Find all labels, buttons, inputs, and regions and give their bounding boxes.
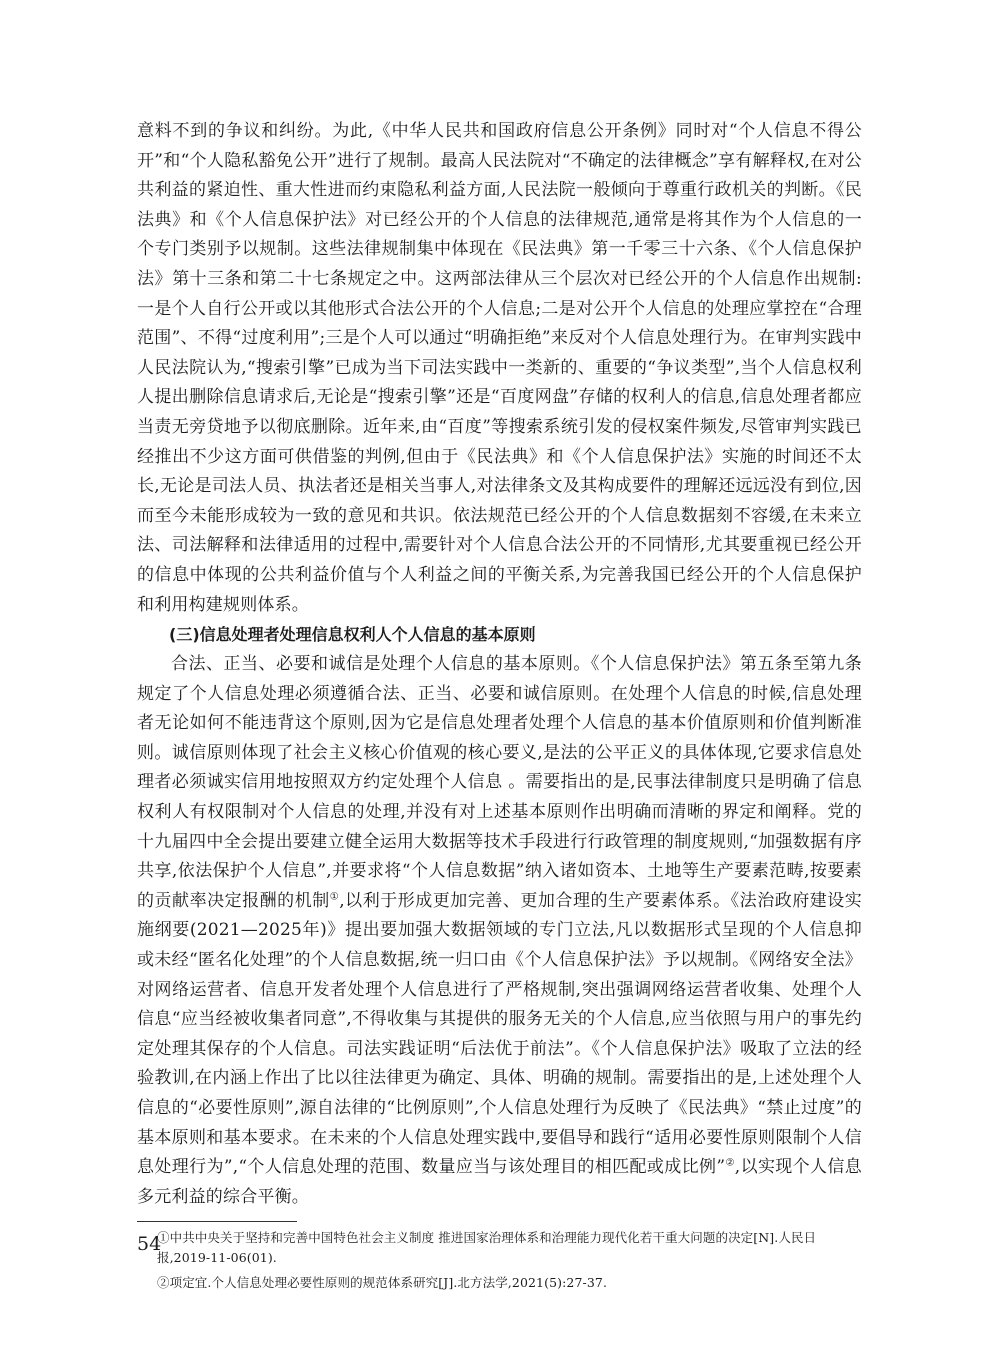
footnote-2: ②项定宜.个人信息处理必要性原则的规范体系研究[J].北方法学,2021(5):27-37.: [157, 1275, 608, 1291]
footnote-1: ①中共中央关于坚持和完善中国特色社会主义制度 推进国家治理体系和治理能力现代化若干重大问题的决定[N].人民日报,2019-11-06(01).: [157, 1230, 817, 1266]
body-paragraph-principles: [137, 650, 862, 1212]
page-number: 54: [137, 1233, 162, 1255]
footnote-separator: [137, 1221, 297, 1222]
body-paragraph-continued: 意料不到的争议和纠纷。为此,《中华人民共和国政府信息公开条例》同时对“个人信息不得公开”和“个人隐私豁免公开”进行了规制。最高人民法院对“不确定的法律概念”享有解释权,在对公共利益的紧迫性、重大性进而约束隐私利益方面,人民法院一般倾向于尊重行政机关的判断。《民法典》和《个人信息保护法》对已经公开的个人信息的法律规范,通常是将其作为个人信息的一个专门类别予以规制。这些法律规制集中体现在《民法典》第一千零三十六条、《个人信息保护法》第十三条和第二十七条规定之中。这两部法律从三个层次对已经公开的个人信息作出规制:一是个人自行公开或以其他形式合法公开的个人信息;二是对公开个人信息的处理应掌控在“合理范围”、不得“过度利用”;三是个人可以通过“明确拒绝”来反对个人信息处理行为。在审判实践中人民法院认为,“搜索引擎”已成为当下司法实践中一类新的、重要的“争议类型”,当个人信息权利人提出删除信息请求后,无论是“搜索引擎”还是“百度网盘”存储的权利人的信息,信息处理者都应当责无旁贷地予以彻底删除。近年来,由“百度”等搜索系统引发的侵权案件频发,尽管审判实践已经推出不少这方面可供借鉴的判例,但由于《民法典》和《个人信息保护法》实施的时间还不太长,无论是司法人员、执法者还是相关当事人,对法律条文及其构成要件的理解还远远没有到位,因而至今未能形成较为一致的意见和共识。依法规范已经公开的个人信息数据刻不容缓,在未来立法、司法解释和法律适用的过程中,需要针对个人信息合法公开的不同情形,尤其要重视已经公开的信息中体现的公共利益价值与个人利益之间的平衡关系,为完善我国已经公开的个人信息保护和利用构建规则体系。: [137, 121, 862, 615]
paragraph-text-part-2: ,以利于形成更加完善、更加合理的生产要素体系。《法治政府建设实施纲要(2021—2025年)》提出要加强大数据领域的专门立法,凡以数据形式呈现的个人信息抑或未经“匿名化处理”的个人信息数据,统一归口由《个人信息保护法》予以规制。《网络安全法》对网络运营者、信息开发者处理个人信息进行了严格规制,突出强调网络运营者收集、处理个人信息“应当经被收集者同意”,不得收集与其提供的服务无关的个人信息,应当依照与用户的事先约定处理其保存的个人信息。司法实践证明“后法优于前法”。《个人信息保护法》吸取了立法的经验教训,在内涵上作出了比以往法律更为确定、具体、明确的规制。需要指出的是,上述处理个人信息的“必要性原则”,源自法律的“比例原则”,个人信息处理行为反映了《民法典》“禁止过度”的基本原则和基本要求。在未来的个人信息处理实践中,要倡导和践行“适用必要性原则限制个人信息处理行为”,“个人信息处理的范围、数量应当与该处理目的相匹配或成比例”: [137, 890, 863, 1178]
paragraph-text-part-1: 合法、正当、必要和诚信是处理个人信息的基本原则。《个人信息保护法》第五条至第九条规定了个人信息处理必须遵循合法、正当、必要和诚信原则。在处理个人信息的时候,信息处理者无论如何不能违背这个原则,因为它是信息处理者处理个人信息的基本价值原则和价值判断准则。诚信原则体现了社会主义核心价值观的核心要义,是法的公平正义的具体体现,它要求信息处理者必须诚实信用地按照双方约定处理个人信息 。需要指出的是,民事法律制度只是明确了信息权利人有权限制对个人信息的处理,并没有对上述基本原则作出明确而清晰的界定和阐释。党的十九届四中全会提出要建立健全运用大数据等技术手段进行行政管理的制度规则,“加强数据有序共享,依法保护个人信息”,并要求将“个人信息数据”纳入诸如资本、土地等生产要素范畴,按要素的贡献率决定报酬的机制: [137, 654, 862, 911]
footnote-marker-2: ②: [725, 1157, 735, 1169]
section-heading: (三)信息处理者处理信息权利人个人信息的基本原则: [169, 625, 536, 645]
footnote-marker-1: ①: [329, 891, 340, 903]
paragraph-text-part-3: ,以实现个人信息多元利益的综合平衡。: [137, 1157, 862, 1207]
